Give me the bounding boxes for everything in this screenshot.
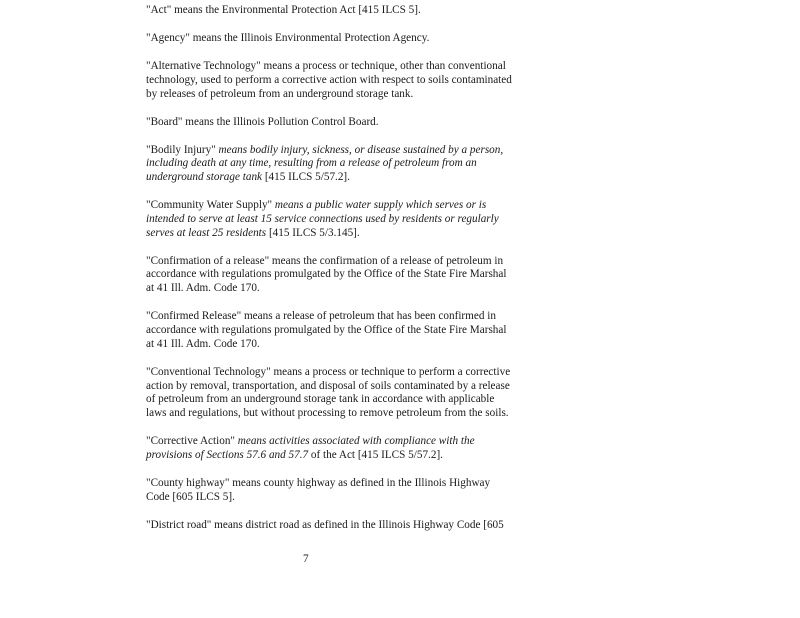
text-run: of the Act [415 ILCS 5/57.2]. [308, 449, 443, 462]
definition-line [146, 477, 546, 491]
text-run: "Act" means the Environmental Protection Act [415 ILCS 5]. [146, 4, 421, 16]
definition-line [146, 4, 546, 18]
text-run: [415 ILCS 5/3.145]. [266, 226, 360, 239]
definition-line [146, 157, 546, 171]
italic-text: means bodily injury, sickness, or disease sustained by a person, [218, 143, 504, 156]
definition-paragraph [146, 32, 546, 46]
italic-text: including death at any time, resulting from a release of petroleum from an [146, 157, 477, 170]
definition-line [146, 407, 546, 421]
text-run: "Corrective Action" [146, 435, 238, 448]
definition-line [146, 171, 546, 185]
text-run: laws and regulations, but without processing to remove petroleum from the soils. [146, 407, 509, 420]
definition-line [146, 116, 546, 130]
italic-text: underground storage tank [146, 171, 263, 184]
text-run: of petroleum from an underground storage tank in accordance with applicable [146, 393, 495, 406]
definition-paragraph [146, 4, 546, 18]
text-run: "Agency" means the Illinois Environmental Protection Agency. [146, 31, 430, 44]
definition-line [146, 449, 546, 463]
text-run: [415 ILCS 5/57.2]. [262, 171, 350, 184]
text-run: "Board" means the Illinois Pollution Control Board. [146, 115, 379, 128]
definition-paragraph [146, 477, 546, 505]
definition-paragraph [146, 435, 546, 463]
page-number: 7 [303, 553, 309, 565]
definition-paragraph [146, 116, 546, 130]
text-run: "District road" means district road as defined in the Illinois Highway Code [605 [146, 518, 504, 531]
text-run: "Confirmation of a release" means the confirmation of a release of petroleum in [146, 254, 504, 267]
definition-line [146, 338, 546, 352]
definition-line [146, 380, 546, 394]
definition-line [146, 32, 546, 46]
text-run: "County highway" means county highway as defined in the Illinois Highway [146, 477, 491, 489]
italic-text: means a public water supply which serves or is [274, 199, 487, 212]
text-run: accordance with regulations promulgated by the Office of the State Fire Marshal [146, 324, 507, 337]
definition-paragraph [146, 144, 546, 185]
italic-text: means activities associated with compliance with the [237, 435, 475, 448]
text-run: at 41 Ill. Adm. Code 170. [146, 337, 260, 350]
italic-text: serves at least 25 residents [146, 226, 267, 239]
definition-line [146, 366, 546, 380]
definition-line [146, 144, 546, 158]
text-run: accordance with regulations promulgated by the Office of the State Fire Marshal [146, 268, 507, 281]
definition-line [146, 199, 546, 213]
definition-paragraph [146, 310, 546, 351]
text-run: "Community Water Supply" [146, 199, 275, 212]
definition-line [146, 324, 546, 338]
definition-line [146, 310, 546, 324]
text-run: action by removal, transportation, and disposal of soils contaminated by a release [146, 379, 510, 392]
definition-paragraph [146, 366, 546, 421]
definition-line [146, 213, 546, 227]
definition-paragraph [146, 255, 546, 296]
text-run: technology, used to perform a corrective action with respect to soils contaminated [146, 73, 512, 86]
definition-line [146, 227, 546, 241]
definition-line [146, 282, 546, 296]
text-run: "Alternative Technology" means a process or technique, other than conventional [146, 59, 506, 72]
text-run: at 41 Ill. Adm. Code 170. [146, 282, 260, 295]
text-run: "Confirmed Release" means a release of petroleum that has been confirmed in [146, 310, 496, 323]
text-run: Code [605 ILCS 5]. [146, 490, 235, 503]
definition-paragraph [146, 60, 546, 101]
definition-paragraph [146, 519, 546, 533]
definition-line [146, 491, 546, 505]
definitions-list [146, 4, 546, 547]
definition-line [146, 88, 546, 102]
italic-text: intended to serve at least 15 service connections used by residents or regularly [146, 212, 499, 225]
text-run: "Conventional Technology" means a process or technique to perform a corrective [146, 365, 511, 378]
text-run: by releases of petroleum from an underground storage tank. [146, 87, 414, 100]
definition-line [146, 268, 546, 282]
definition-paragraph [146, 199, 546, 240]
definition-line [146, 60, 546, 74]
definition-line [146, 519, 546, 533]
definition-line [146, 435, 546, 449]
definition-line [146, 255, 546, 269]
definition-line [146, 393, 546, 407]
italic-text: provisions of Sections 57.6 and 57.7 [146, 449, 309, 462]
text-run: "Bodily Injury" [146, 143, 219, 156]
definition-line [146, 74, 546, 88]
